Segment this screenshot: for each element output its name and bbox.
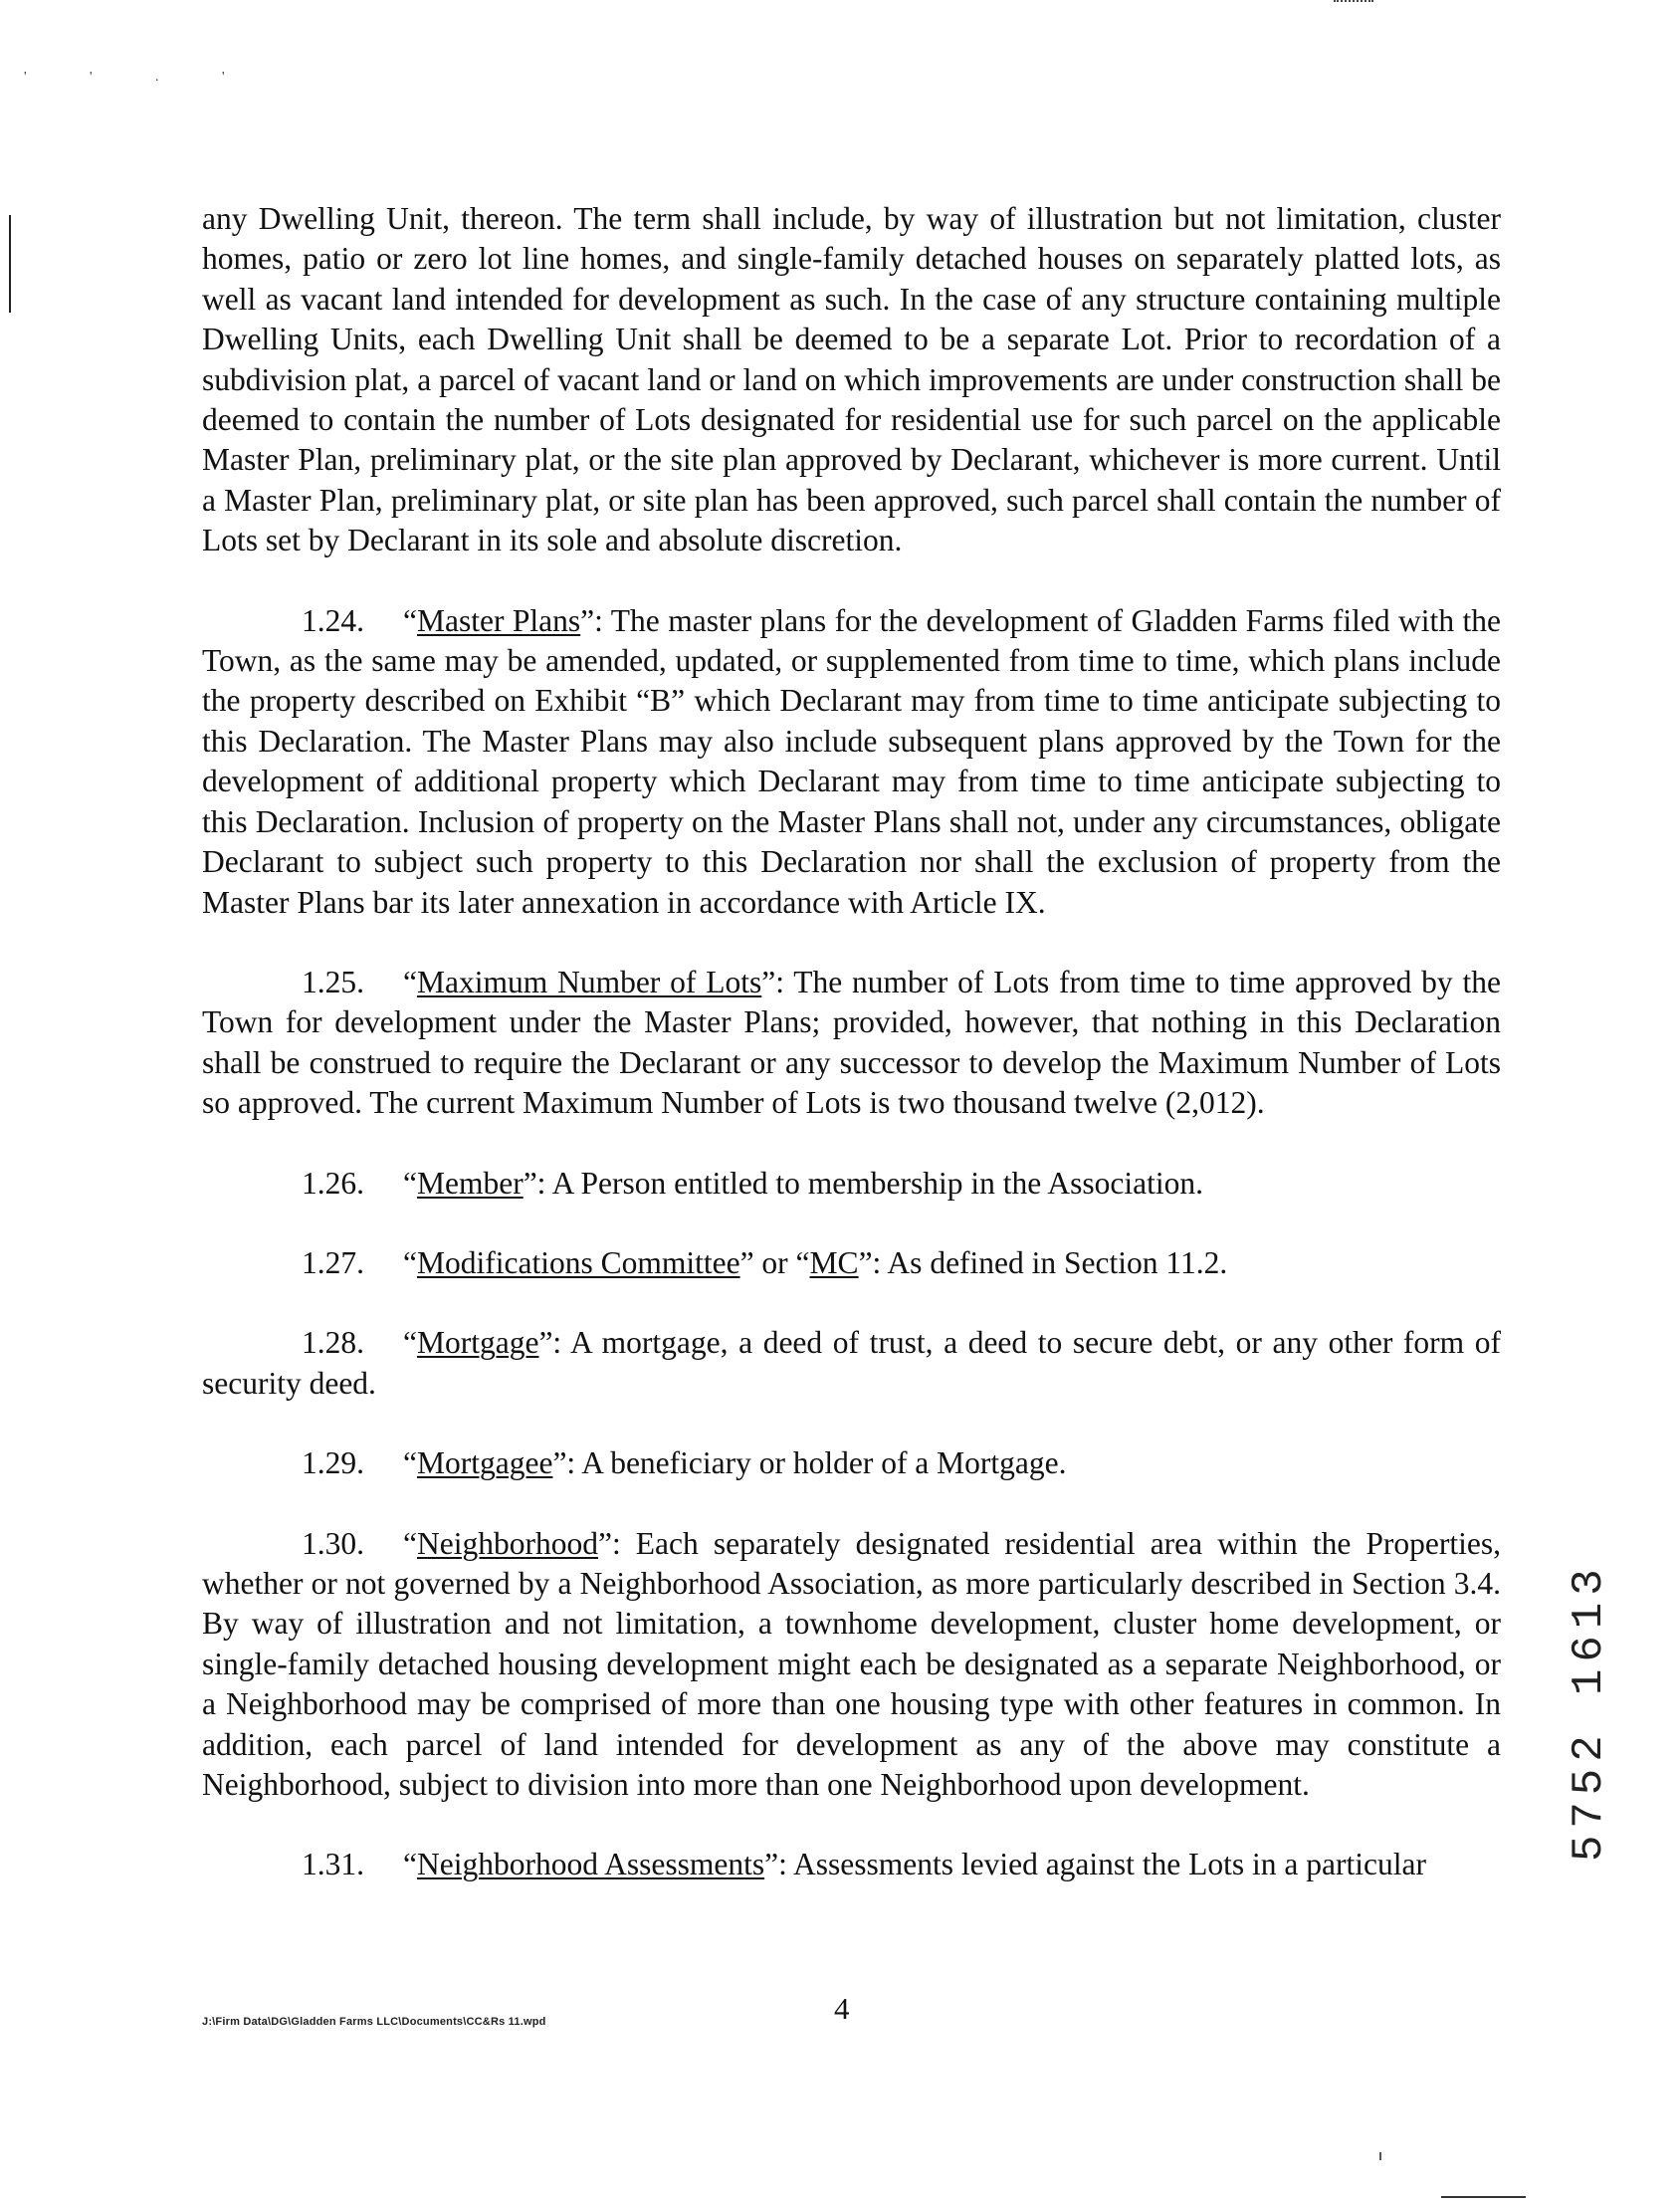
definition-1-28 [202, 1323, 1501, 1404]
scan-dash-mark [1334, 0, 1373, 4]
continued-paragraph: any Dwelling Unit, thereon. The term shall include, by way of illustration but not limitation, cluster homes, patio or zero lot line homes, and single-family detached houses on separately platted lots, as well as vacant land intended for development as such. In the case of any structure containing multiple Dwelling Units, each Dwelling Unit shall be deemed to be a separate Lot. Prior to recordation of a subdivision plat, a parcel of vacant land or land on which improvements are under construction shall be deemed to contain the number of Lots designated for residential use for such parcel on the applicable Master Plan, preliminary plat, or the site plan approved by Declarant, whichever is more current. Until a Master Plan, preliminary plat, or site plan has been approved, such parcel shall contain the number of Lots set by Declarant in its sole and absolute discretion. [202, 201, 1501, 558]
quote-close: ”: [761, 964, 784, 999]
definition-1-27 [202, 1243, 1501, 1283]
quote-close: ”: [523, 1165, 546, 1201]
section-number: 1.30. [302, 1525, 364, 1561]
defined-term-abbreviation: MC [809, 1244, 859, 1280]
section-number: 1.25. [302, 964, 364, 999]
definition-1-31 [202, 1845, 1501, 1884]
definition-1-29 [202, 1443, 1501, 1483]
footer-file-path: J:\Firm Data\DG\Gladden Farms LLC\Documents\CC&Rs 11.wpd [202, 2016, 546, 2028]
definition-text: Assessments levied against the Lots in a particular [786, 1847, 1426, 1882]
page-number: 4 [834, 1991, 850, 2026]
section-number: 1.31. [302, 1847, 364, 1882]
definition-text: As defined in Section 11.2. [881, 1244, 1228, 1280]
quote-open: “ [403, 1244, 417, 1280]
quote-close: ”: [597, 1525, 621, 1561]
quote-open: “ [403, 1445, 417, 1481]
definition-text: A beneficiary or holder of a Mortgage. [575, 1445, 1067, 1481]
document-body [202, 199, 1501, 1925]
section-number: 1.29. [302, 1445, 364, 1481]
defined-term: Mortgagee [416, 1445, 553, 1481]
defined-term: Master Plans [416, 602, 581, 638]
definition-1-26 [202, 1164, 1501, 1204]
scan-edge-rule [1441, 2196, 1526, 2198]
defined-term: Modifications Committee [416, 1244, 740, 1280]
definition-text: The master plans for the development of Gladden Farms filed with the Town, as the same may be amended, updated, or supplemented from time to time, which plans include the property described on Exhibit “B” which Declarant may from time to time anticipate subjecting to this Declaration. The Master Plans may also include subsequent plans approved by the Town for the development of additional property which Declarant may from time to time anticipate subjecting to this Declaration. Inclusion of property on the Master Plans shall not, under any circumstances, obligate Declarant to subject such property to this Declaration nor shall the exclusion of property from the Master Plans bar its later annexation in accordance with Article IX. [202, 602, 1501, 920]
quote-close: ”: [764, 1847, 787, 1882]
definition-1-30 [202, 1524, 1501, 1806]
quote-open: “ [403, 1847, 417, 1882]
revision-change-bar [9, 215, 11, 313]
scan-specks: ' ' . ' [24, 70, 255, 85]
definition-text: A mortgage, a deed of trust, a deed to secure debt, or any other form of security deed. [202, 1325, 1501, 1401]
defined-term: Member [416, 1165, 524, 1201]
definition-1-25 [202, 963, 1501, 1124]
defined-term: Maximum Number of Lots [416, 964, 762, 999]
section-number: 1.28. [302, 1325, 364, 1361]
quote-open: “ [403, 1325, 417, 1361]
section-number: 1.26. [302, 1165, 364, 1201]
defined-term: Neighborhood [416, 1525, 598, 1561]
quote-close: ” or “ [739, 1244, 810, 1280]
section-number: 1.27. [302, 1244, 364, 1280]
quote-open: “ [403, 964, 417, 999]
quote-open: “ [403, 1525, 417, 1561]
quote-open: “ [403, 602, 417, 638]
defined-term: Mortgage [416, 1325, 539, 1361]
quote-close: ”: [552, 1445, 576, 1481]
definition-text: The number of Lots from time to time approved by the Town for development under the Master Plans; provided, however, that nothing in this Declaration shall be construed to require the Declarant or any successor to develop the Maximum Number of Lots so approved. The current Maximum Number of Lots is two thousand twelve (2,012). [202, 964, 1501, 1121]
definition-1-24 [202, 601, 1501, 923]
scan-tick-mark [1379, 2152, 1381, 2160]
quote-close: ”: [580, 602, 603, 638]
defined-term: Neighborhood Assessments [416, 1847, 765, 1882]
quote-close: ”: [858, 1244, 882, 1280]
recording-stamp: 5752 1613 [1565, 1562, 1614, 1862]
definition-text: Each separately designated residential area within the Properties, whether or not governed by a Neighborhood Association, as more particularly described in Section 3.4. By way of illustration and not limitation, a townhome development, cluster home development, or single-family detached housing development might each be designated as a separate Neighborhood, or a Neighborhood may be comprised of more than one housing type with other features in common. In addition, each parcel of land intended for development as any of the above may constitute a Neighborhood, subject to division into more than one Neighborhood upon development. [202, 1525, 1501, 1802]
definition-text: A Person entitled to membership in the Association. [545, 1165, 1203, 1201]
quote-open: “ [403, 1165, 417, 1201]
quote-close: ”: [538, 1325, 562, 1361]
section-number: 1.24. [302, 602, 364, 638]
